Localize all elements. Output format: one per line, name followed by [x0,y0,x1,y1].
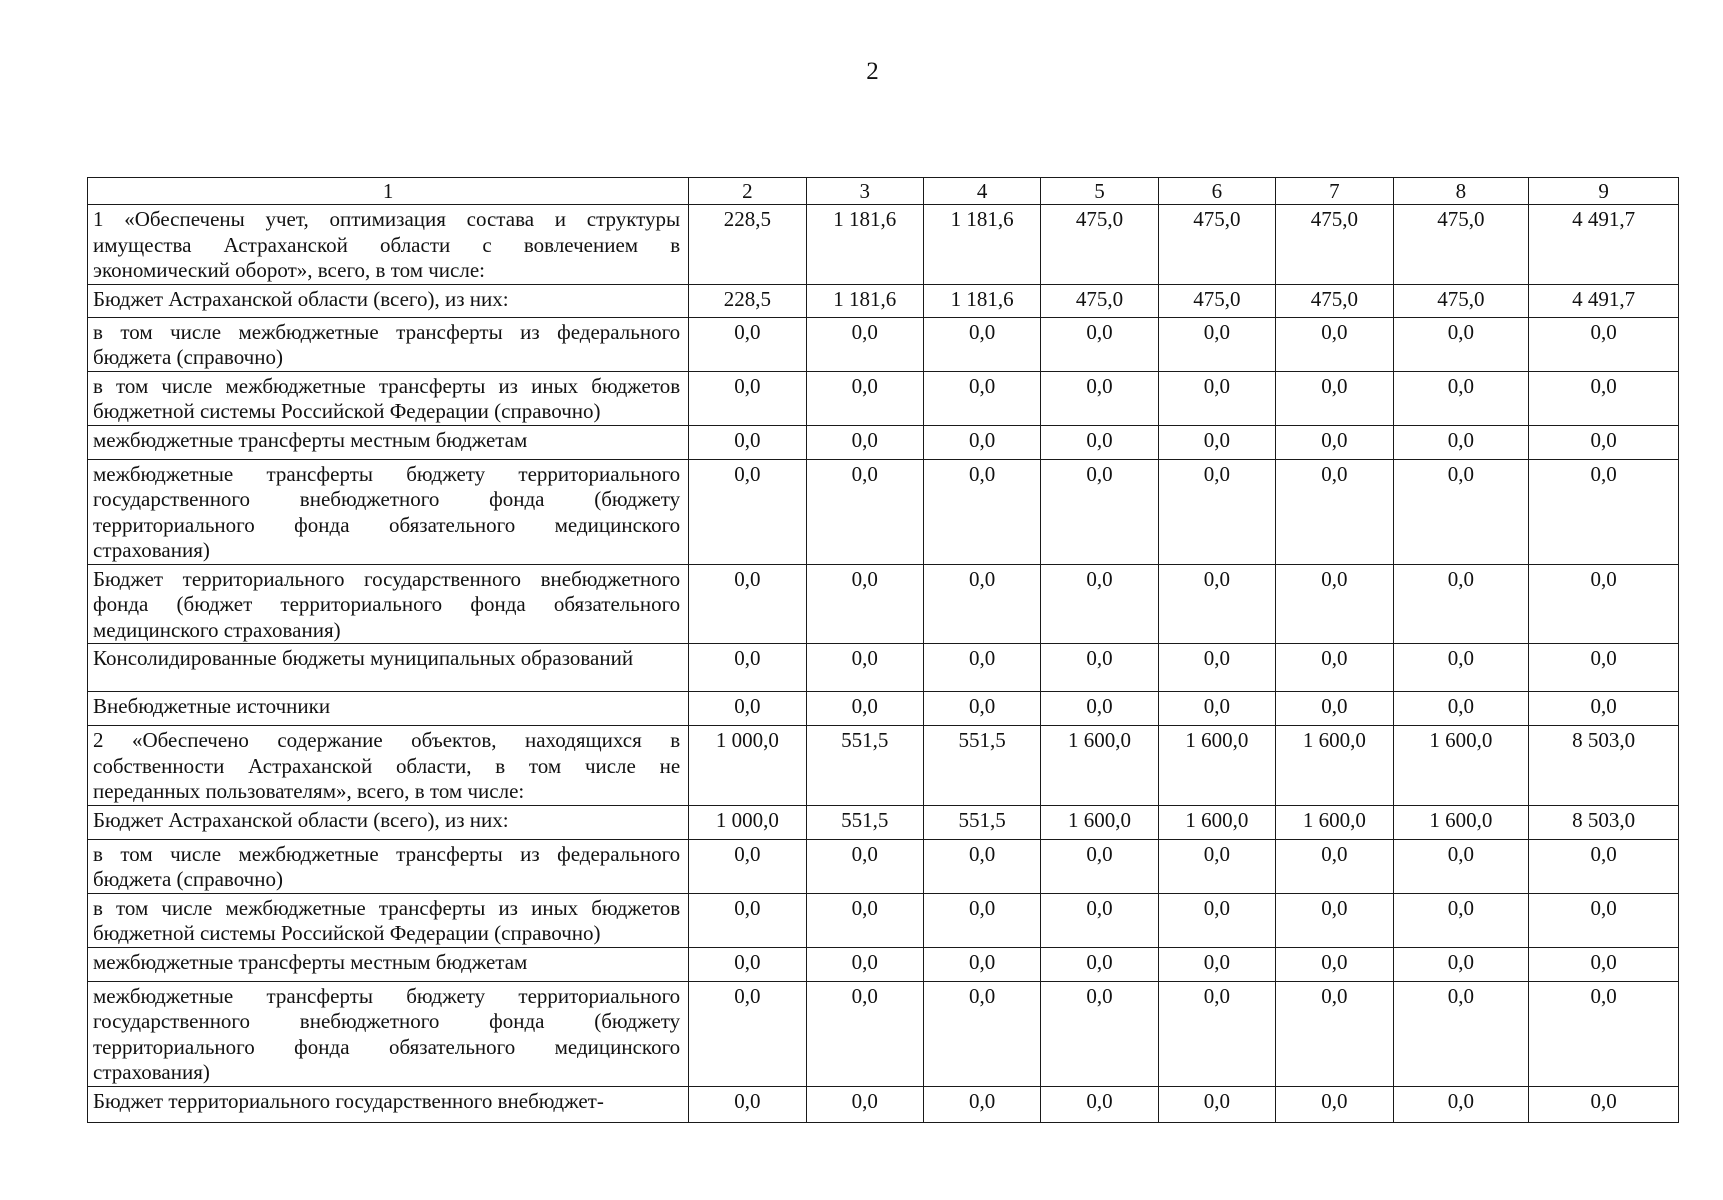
value-cell: 475,0 [1158,205,1275,285]
value-cell: 0,0 [1041,371,1158,425]
value-cell: 0,0 [923,839,1040,893]
value-cell: 0,0 [1393,564,1529,644]
page-number: 2 [866,58,879,85]
value-cell: 1 600,0 [1276,726,1393,806]
row-label-cell: межбюджетные трансферты местным бюджетам [88,425,689,459]
value-cell: 0,0 [1393,893,1529,947]
value-cell: 1 181,6 [923,205,1040,285]
table-row [88,459,1679,564]
value-cell: 0,0 [1276,839,1393,893]
value-cell: 0,0 [1276,564,1393,644]
value-cell: 0,0 [1158,893,1275,947]
value-cell: 0,0 [1529,692,1679,726]
budget-table [87,177,1679,1123]
value-cell: 0,0 [1276,947,1393,981]
value-cell: 0,0 [923,564,1040,644]
value-cell: 0,0 [1393,947,1529,981]
value-cell: 0,0 [1393,371,1529,425]
row-label-cell: Консолидированные бюджеты муниципальных образований [88,644,689,692]
value-cell: 475,0 [1276,205,1393,285]
value-cell: 4 491,7 [1529,284,1679,317]
row-label-cell: межбюджетные трансферты бюджету территориального государственного внебюджетного фонда (бюджету территориального фонда обязательного медицинского страхования) [88,459,689,564]
value-cell: 0,0 [1529,1086,1679,1122]
value-cell: 0,0 [1393,317,1529,371]
table-row [88,726,1679,806]
value-cell: 475,0 [1041,284,1158,317]
row-label-cell: в том числе межбюджетные трансферты из федерального бюджета (справочно) [88,839,689,893]
table-row [88,839,1679,893]
value-cell: 551,5 [806,805,923,839]
value-cell: 475,0 [1158,284,1275,317]
table-row [88,981,1679,1086]
value-cell: 0,0 [1529,425,1679,459]
row-label-cell: межбюджетные трансферты местным бюджетам [88,947,689,981]
value-cell: 1 000,0 [689,726,806,806]
value-cell: 0,0 [923,692,1040,726]
row-label-cell: Бюджет территориального государственного внебюджетного фонда (бюджет территориального фонда обязательного медицинского страхования) [88,564,689,644]
value-cell: 0,0 [806,317,923,371]
value-cell: 0,0 [1158,981,1275,1086]
value-cell: 0,0 [1529,317,1679,371]
value-cell: 0,0 [806,371,923,425]
value-cell: 1 000,0 [689,805,806,839]
table-row [88,284,1679,317]
value-cell: 1 600,0 [1393,726,1529,806]
table-body [88,178,1679,1123]
column-number-cell: 4 [923,178,1040,205]
table-row [88,805,1679,839]
value-cell: 1 600,0 [1041,805,1158,839]
value-cell: 0,0 [689,425,806,459]
column-number-cell: 9 [1529,178,1679,205]
value-cell: 0,0 [689,981,806,1086]
value-cell: 551,5 [806,726,923,806]
value-cell: 0,0 [923,893,1040,947]
table-row [88,564,1679,644]
row-label-cell: Бюджет территориального государственного внебюджет- [88,1086,689,1122]
column-number-cell: 3 [806,178,923,205]
value-cell: 0,0 [923,644,1040,692]
value-cell: 0,0 [1393,981,1529,1086]
value-cell: 0,0 [1041,692,1158,726]
value-cell: 475,0 [1393,284,1529,317]
value-cell: 0,0 [1158,459,1275,564]
value-cell: 0,0 [1158,839,1275,893]
value-cell: 8 503,0 [1529,726,1679,806]
row-label-cell: в том числе межбюджетные трансферты из иных бюджетов бюджетной системы Российской Федерации (справочно) [88,371,689,425]
value-cell: 0,0 [1529,981,1679,1086]
value-cell: 1 600,0 [1158,726,1275,806]
value-cell: 0,0 [923,981,1040,1086]
value-cell: 8 503,0 [1529,805,1679,839]
value-cell: 0,0 [806,981,923,1086]
value-cell: 228,5 [689,205,806,285]
value-cell: 228,5 [689,284,806,317]
value-cell: 0,0 [1276,371,1393,425]
value-cell: 0,0 [689,893,806,947]
row-label-cell: Бюджет Астраханской области (всего), из них: [88,805,689,839]
value-cell: 0,0 [1041,893,1158,947]
value-cell: 0,0 [1393,692,1529,726]
column-number-row [88,178,1679,205]
value-cell: 0,0 [689,317,806,371]
value-cell: 551,5 [923,726,1040,806]
value-cell: 551,5 [923,805,1040,839]
value-cell: 0,0 [1529,893,1679,947]
value-cell: 0,0 [1041,981,1158,1086]
value-cell: 0,0 [923,459,1040,564]
table-row [88,692,1679,726]
value-cell: 0,0 [1041,425,1158,459]
value-cell: 0,0 [1041,564,1158,644]
value-cell: 0,0 [923,1086,1040,1122]
value-cell: 0,0 [1041,839,1158,893]
value-cell: 0,0 [1158,371,1275,425]
value-cell: 0,0 [923,317,1040,371]
table-row [88,1086,1679,1122]
value-cell: 0,0 [1158,317,1275,371]
value-cell: 1 600,0 [1041,726,1158,806]
row-label-cell: Внебюджетные источники [88,692,689,726]
value-cell: 0,0 [1276,459,1393,564]
value-cell: 0,0 [689,1086,806,1122]
value-cell: 0,0 [1041,644,1158,692]
value-cell: 0,0 [1276,644,1393,692]
column-number-cell: 6 [1158,178,1275,205]
value-cell: 0,0 [1276,317,1393,371]
column-number-cell: 5 [1041,178,1158,205]
value-cell: 0,0 [1158,644,1275,692]
value-cell: 0,0 [1529,644,1679,692]
value-cell: 0,0 [806,947,923,981]
value-cell: 475,0 [1276,284,1393,317]
row-label-cell: 1 «Обеспечены учет, оптимизация состава и структуры имущества Астраханской области с вовлечением в экономический оборот», всего, в том числе: [88,205,689,285]
value-cell: 0,0 [1158,564,1275,644]
value-cell: 0,0 [1276,425,1393,459]
column-number-cell: 2 [689,178,806,205]
value-cell: 0,0 [1158,1086,1275,1122]
table-row [88,425,1679,459]
table-row [88,893,1679,947]
value-cell: 0,0 [689,947,806,981]
value-cell: 0,0 [689,839,806,893]
value-cell: 1 600,0 [1276,805,1393,839]
row-label-cell: в том числе межбюджетные трансферты из иных бюджетов бюджетной системы Российской Федерации (справочно) [88,893,689,947]
column-number-cell: 1 [88,178,689,205]
value-cell: 0,0 [1529,947,1679,981]
table-row [88,205,1679,285]
value-cell: 0,0 [689,644,806,692]
table-row [88,947,1679,981]
value-cell: 0,0 [806,692,923,726]
value-cell: 1 600,0 [1158,805,1275,839]
value-cell: 0,0 [1276,692,1393,726]
column-number-cell: 8 [1393,178,1529,205]
value-cell: 1 181,6 [806,284,923,317]
value-cell: 0,0 [1393,425,1529,459]
value-cell: 0,0 [923,371,1040,425]
value-cell: 4 491,7 [1529,205,1679,285]
row-label-cell: в том числе межбюджетные трансферты из федерального бюджета (справочно) [88,317,689,371]
value-cell: 0,0 [923,425,1040,459]
value-cell: 0,0 [1529,839,1679,893]
value-cell: 0,0 [806,893,923,947]
table-row [88,317,1679,371]
value-cell: 0,0 [1393,839,1529,893]
value-cell: 0,0 [689,564,806,644]
column-number-cell: 7 [1276,178,1393,205]
value-cell: 0,0 [1158,692,1275,726]
value-cell: 0,0 [1158,425,1275,459]
table-row [88,371,1679,425]
value-cell: 0,0 [1529,564,1679,644]
table-row [88,644,1679,692]
value-cell: 0,0 [1393,644,1529,692]
value-cell: 0,0 [806,644,923,692]
value-cell: 0,0 [806,425,923,459]
value-cell: 0,0 [1393,1086,1529,1122]
value-cell: 0,0 [923,947,1040,981]
value-cell: 0,0 [689,692,806,726]
value-cell: 0,0 [689,459,806,564]
value-cell: 0,0 [1276,1086,1393,1122]
value-cell: 475,0 [1393,205,1529,285]
value-cell: 0,0 [689,371,806,425]
value-cell: 1 181,6 [806,205,923,285]
value-cell: 1 600,0 [1393,805,1529,839]
value-cell: 0,0 [806,1086,923,1122]
value-cell: 0,0 [1041,1086,1158,1122]
value-cell: 0,0 [1041,947,1158,981]
row-label-cell: межбюджетные трансферты бюджету территориального государственного внебюджетного фонда (бюджету территориального фонда обязательного медицинского страхования) [88,981,689,1086]
value-cell: 0,0 [806,839,923,893]
value-cell: 0,0 [806,564,923,644]
value-cell: 0,0 [1529,371,1679,425]
value-cell: 0,0 [1276,893,1393,947]
value-cell: 0,0 [806,459,923,564]
value-cell: 0,0 [1393,459,1529,564]
value-cell: 0,0 [1041,459,1158,564]
row-label-cell: 2 «Обеспечено содержание объектов, находящихся в собственности Астраханской области, в том числе не переданных пользователям», всего, в том числе: [88,726,689,806]
value-cell: 0,0 [1158,947,1275,981]
value-cell: 0,0 [1529,459,1679,564]
value-cell: 1 181,6 [923,284,1040,317]
row-label-cell: Бюджет Астраханской области (всего), из них: [88,284,689,317]
value-cell: 475,0 [1041,205,1158,285]
value-cell: 0,0 [1276,981,1393,1086]
value-cell: 0,0 [1041,317,1158,371]
